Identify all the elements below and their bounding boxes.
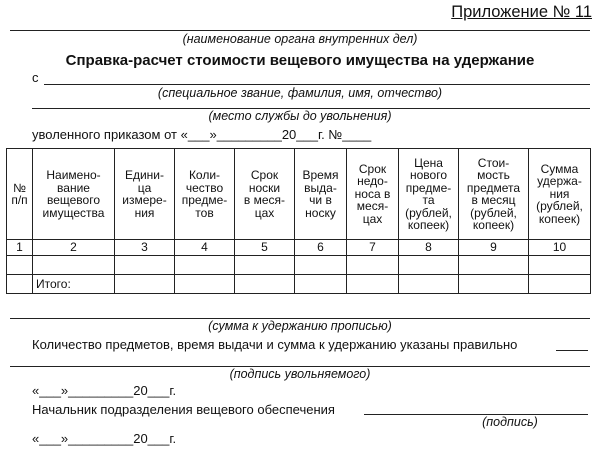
table-cell[interactable] xyxy=(459,275,529,294)
table-cell[interactable] xyxy=(459,256,529,275)
table-cell[interactable] xyxy=(175,275,235,294)
place-caption: (место службы до увольнения) xyxy=(208,109,392,123)
table-cell[interactable] xyxy=(115,256,175,275)
column-number: 8 xyxy=(399,240,459,256)
header-cell: Наимено- вание вещевого имущества xyxy=(33,149,115,240)
header-cell: Коли- чество предме- тов xyxy=(175,149,235,240)
column-number-row xyxy=(7,240,591,256)
header-cell: Стои- мость предмета в месяц (рублей, копеек) xyxy=(459,149,529,240)
table-cell[interactable] xyxy=(235,256,295,275)
rank-caption: (специальное звание, фамилия, имя, отчество) xyxy=(157,86,443,100)
header-cell: Время выда- чи в носку xyxy=(295,149,347,240)
dismissal-order-line[interactable]: уволенного приказом от «___»_________20___г. №____ xyxy=(32,127,372,142)
table-header-row xyxy=(7,149,591,240)
chief-signature-line[interactable] xyxy=(364,414,588,415)
table-cell[interactable] xyxy=(295,256,347,275)
table-row xyxy=(7,256,591,275)
column-number: 2 xyxy=(33,240,115,256)
appendix-label: Приложение № 11 xyxy=(451,3,592,21)
dismissed-signature-caption: (подпись увольняемого) xyxy=(229,367,371,381)
table-cell[interactable] xyxy=(399,256,459,275)
header-cell: Сумма удержа- ния (рублей, копеек) xyxy=(529,149,591,240)
confirm-text: Количество предметов, время выдачи и сумма к удержанию указаны правильно xyxy=(32,337,518,352)
header-cell: Срок недо- носа в меся- цах xyxy=(347,149,399,240)
table-cell[interactable] xyxy=(347,256,399,275)
organ-name-line[interactable] xyxy=(10,30,590,31)
column-number: 1 xyxy=(7,240,33,256)
from-prefix: с xyxy=(32,70,39,85)
date-line-2[interactable]: «___»_________20___г. xyxy=(32,431,177,446)
table-cell[interactable] xyxy=(175,256,235,275)
table-cell[interactable] xyxy=(295,275,347,294)
organ-caption: (наименование органа внутренних дел) xyxy=(182,32,418,46)
total-label: Итого: xyxy=(33,275,115,294)
signature-caption: (подпись) xyxy=(482,415,538,429)
header-cell: Едини- ца измере- ния xyxy=(115,149,175,240)
header-cell: № п/п xyxy=(7,149,33,240)
header-cell: Срок носки в меся- цах xyxy=(235,149,295,240)
table-cell[interactable] xyxy=(7,256,33,275)
column-number: 10 xyxy=(529,240,591,256)
column-number: 7 xyxy=(347,240,399,256)
column-number: 5 xyxy=(235,240,295,256)
table-cell[interactable] xyxy=(7,275,33,294)
table-cell[interactable] xyxy=(529,256,591,275)
table-cell[interactable] xyxy=(115,275,175,294)
chief-text: Начальник подразделения вещевого обеспечения xyxy=(32,402,335,417)
table-cell[interactable] xyxy=(399,275,459,294)
column-number: 4 xyxy=(175,240,235,256)
table-cell[interactable] xyxy=(235,275,295,294)
document-title: Справка-расчет стоимости вещевого имущества на удержание xyxy=(65,52,535,69)
table-cell[interactable] xyxy=(33,256,115,275)
date-line-1[interactable]: «___»_________20___г. xyxy=(32,383,177,398)
table-cell[interactable] xyxy=(347,275,399,294)
sum-caption: (сумма к удержанию прописью) xyxy=(208,319,392,333)
column-number: 3 xyxy=(115,240,175,256)
rank-name-line[interactable] xyxy=(44,84,590,85)
column-number: 9 xyxy=(459,240,529,256)
header-cell: Цена нового предме- та (рублей, копеек) xyxy=(399,149,459,240)
confirm-signature-line[interactable] xyxy=(556,350,588,351)
calculation-table xyxy=(6,148,591,294)
total-row xyxy=(7,275,591,294)
table-cell[interactable] xyxy=(529,275,591,294)
column-number: 6 xyxy=(295,240,347,256)
